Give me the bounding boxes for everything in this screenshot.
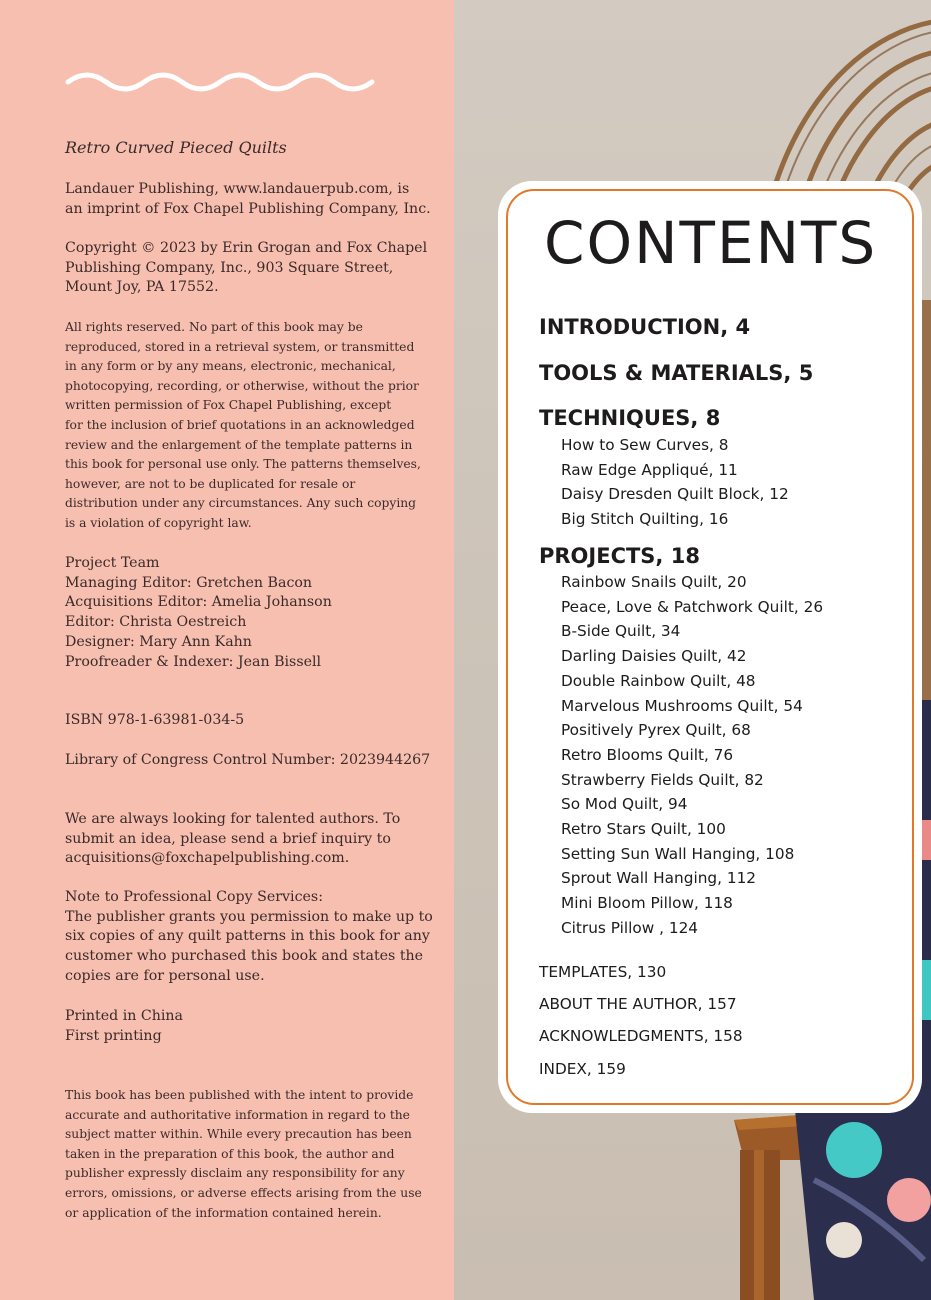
toc-project-item[interactable]: Strawberry Fields Quilt, 82 <box>561 770 764 789</box>
toc-project-item[interactable]: Marvelous Mushrooms Quilt, 54 <box>561 696 803 715</box>
rights-line: this book for personal use only. The patterns themselves, <box>65 457 421 472</box>
isbn-line: ISBN 978-1-63981-034-5 <box>65 712 245 728</box>
disclaimer-line: or application of the information contained herein. <box>65 1205 382 1220</box>
wavy-line-ornament <box>64 66 376 98</box>
loc-line: Library of Congress Control Number: 2023944267 <box>65 752 431 768</box>
rights-line: distribution under any circumstances. Any such copying <box>65 496 417 511</box>
rights-line: reproduced, stored in a retrieval system, or transmitted <box>65 339 415 354</box>
toc-acknowledgments[interactable]: ACKNOWLEDGMENTS, 158 <box>539 1027 743 1046</box>
rights-reserved <box>65 318 421 534</box>
rights-line: for the inclusion of brief quotations in an acknowledged <box>65 417 415 432</box>
toc-project-item[interactable]: B-Side Quilt, 34 <box>561 622 681 641</box>
book-title: Retro Curved Pieced Quilts <box>65 138 287 157</box>
copyright-notice <box>65 239 428 298</box>
copyright-line: Publishing Company, Inc., 903 Square Street, <box>65 259 394 276</box>
authors-line: We are always looking for talented authors. To <box>65 811 401 827</box>
contents-heading: CONTENTS <box>544 209 878 277</box>
toc-projects[interactable]: PROJECTS, 18 <box>539 544 700 568</box>
toc-about-author[interactable]: ABOUT THE AUTHOR, 157 <box>539 995 737 1014</box>
toc-project-item[interactable]: Mini Bloom Pillow, 118 <box>561 894 733 913</box>
disclaimer-line: subject matter within. While every precaution has been <box>65 1127 412 1142</box>
team-line: Designer: Mary Ann Kahn <box>65 633 252 650</box>
toc-technique-item[interactable]: Raw Edge Appliqué, 11 <box>561 460 738 479</box>
toc-project-item[interactable]: Peace, Love & Patchwork Quilt, 26 <box>561 597 824 616</box>
copyright-line: Copyright © 2023 by Erin Grogan and Fox Chapel <box>65 240 428 256</box>
toc-technique-item[interactable]: Daisy Dresden Quilt Block, 12 <box>561 485 789 504</box>
copyright-column <box>0 0 454 1300</box>
team-line: Acquisitions Editor: Amelia Johanson <box>65 594 332 611</box>
team-line: Editor: Christa Oestreich <box>65 614 247 631</box>
project-team <box>65 554 410 672</box>
note-line: six copies of any quilt patterns in this book for any <box>65 928 430 945</box>
team-line: Managing Editor: Gretchen Bacon <box>65 574 313 591</box>
toc-project-item[interactable]: Sprout Wall Hanging, 112 <box>561 869 757 888</box>
authors-line: acquisitions@foxchapelpublishing.com. <box>65 850 350 867</box>
toc-project-item[interactable]: Retro Stars Quilt, 100 <box>561 820 726 839</box>
printing-info <box>65 1007 410 1046</box>
printed-line: Printed in China <box>65 1008 184 1024</box>
rights-line: however, are not to be duplicated for resale or <box>65 476 356 491</box>
disclaimer-line: taken in the preparation of this book, the author and <box>65 1146 395 1161</box>
isbn <box>65 711 410 731</box>
toc-techniques[interactable]: TECHNIQUES, 8 <box>539 406 721 430</box>
library-of-congress <box>65 751 431 771</box>
toc-project-item[interactable]: Citrus Pillow , 124 <box>561 918 699 937</box>
toc-project-item[interactable]: Rainbow Snails Quilt, 20 <box>561 573 747 591</box>
projects-list <box>561 570 823 941</box>
toc-templates[interactable]: TEMPLATES, 130 <box>539 963 667 981</box>
toc-project-item[interactable]: Darling Daisies Quilt, 42 <box>561 647 747 666</box>
toc-technique-item[interactable]: Big Stitch Quilting, 16 <box>561 510 729 529</box>
copyright-line: Mount Joy, PA 17552. <box>65 279 219 296</box>
disclaimer-line: publisher expressly disclaim any responsibility for any <box>65 1166 405 1181</box>
toc-project-item[interactable]: Positively Pyrex Quilt, 68 <box>561 721 751 740</box>
disclaimer-line: accurate and authoritative information in regard to the <box>65 1107 410 1122</box>
publisher-line: an imprint of Fox Chapel Publishing Company, Inc. <box>65 200 431 217</box>
toc-project-item[interactable]: So Mod Quilt, 94 <box>561 795 688 814</box>
toc-technique-item[interactable]: How to Sew Curves, 8 <box>561 436 729 454</box>
note-line: Note to Professional Copy Services: <box>65 889 323 905</box>
copy-services-note <box>65 888 433 987</box>
rights-line: review and the enlargement of the template patterns in <box>65 437 413 452</box>
team-line: Project Team <box>65 555 160 571</box>
toc-project-item[interactable]: Setting Sun Wall Hanging, 108 <box>561 844 795 863</box>
publisher-info <box>65 180 431 219</box>
back-matter-list <box>539 956 743 1085</box>
toc-introduction[interactable]: INTRODUCTION, 4 <box>539 315 751 339</box>
authors-line: submit an idea, please send a brief inquiry to <box>65 830 391 847</box>
techniques-list <box>561 433 789 532</box>
team-line: Proofreader & Indexer: Jean Bissell <box>65 653 322 670</box>
publisher-line: Landauer Publishing, www.landauerpub.com, is <box>65 181 410 197</box>
authors-wanted <box>65 810 410 869</box>
toc-tools-materials[interactable]: TOOLS & MATERIALS, 5 <box>539 361 814 385</box>
toc-project-item[interactable]: Double Rainbow Quilt, 48 <box>561 671 756 690</box>
rights-line: is a violation of copyright law. <box>65 515 252 530</box>
rights-line: photocopying, recording, or otherwise, without the prior <box>65 378 419 393</box>
disclaimer-line: errors, omissions, or adverse effects arising from the use <box>65 1185 422 1200</box>
note-line: customer who purchased this book and states the <box>65 948 424 965</box>
printed-line: First printing <box>65 1027 162 1044</box>
rights-line: All rights reserved. No part of this book may be <box>65 320 363 334</box>
note-line: The publisher grants you permission to make up to <box>65 908 433 925</box>
rights-line: written permission of Fox Chapel Publishing, except <box>65 398 392 413</box>
disclaimer-line: This book has been published with the intent to provide <box>65 1088 414 1102</box>
note-line: copies are for personal use. <box>65 967 265 984</box>
rights-line: in any form or by any means, electronic, mechanical, <box>65 359 396 374</box>
toc-index[interactable]: INDEX, 159 <box>539 1059 626 1078</box>
disclaimer <box>65 1086 422 1223</box>
toc-project-item[interactable]: Retro Blooms Quilt, 76 <box>561 745 734 764</box>
